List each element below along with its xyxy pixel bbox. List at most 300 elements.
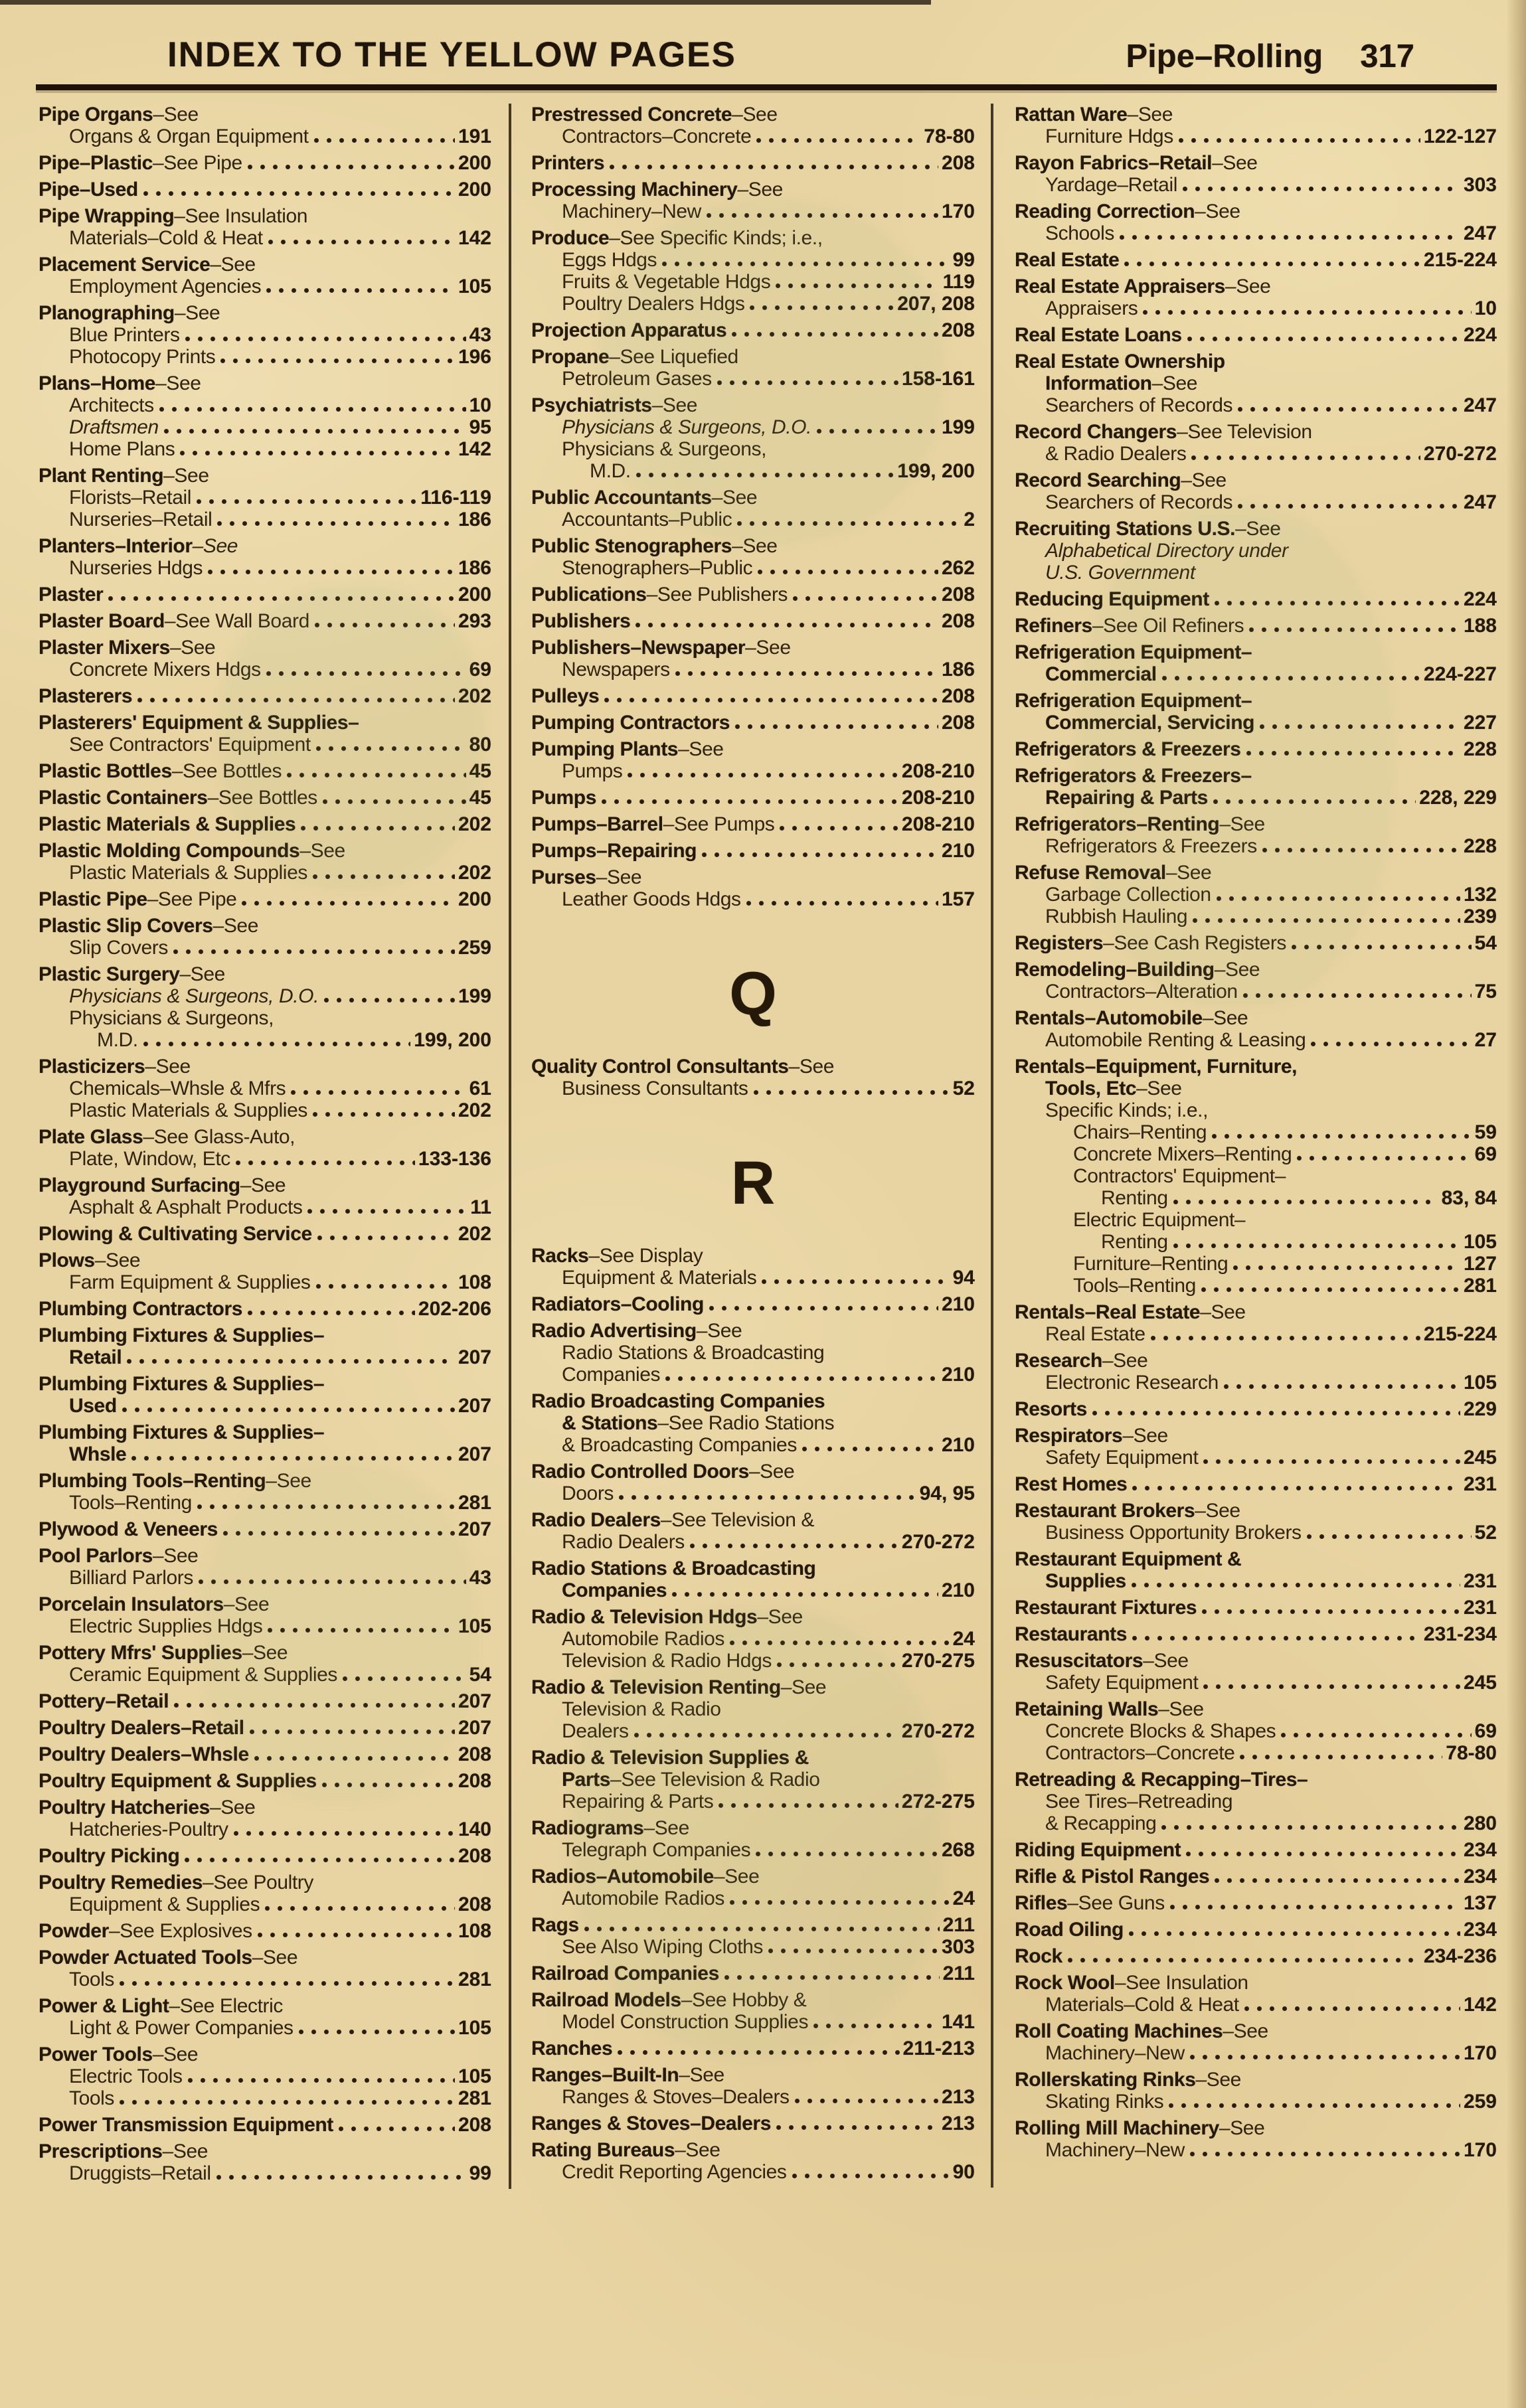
entry-line [39, 813, 491, 835]
index-entry [531, 2139, 975, 2183]
entry-text: Projection Apparatus [531, 319, 727, 341]
entry-line [1015, 1570, 1497, 1592]
index-column [993, 104, 1497, 2166]
entry-text: Electric Supplies Hdgs [69, 1615, 263, 1637]
index-entry [1015, 1698, 1497, 1764]
entry-line [39, 1196, 491, 1218]
entry-text: Safety Equipment [1045, 1447, 1199, 1469]
page-number: 208 [458, 1770, 491, 1792]
index-entry [1015, 2020, 1497, 2064]
entry-line [39, 985, 491, 1007]
dot-leader [321, 1782, 455, 1788]
dot-leader [724, 1974, 940, 1980]
page-number: 170 [1463, 2139, 1497, 2161]
entry-line [1015, 1301, 1497, 1323]
entry-line [531, 866, 975, 888]
section-letter: R [730, 1149, 776, 1217]
entry-line [531, 1963, 975, 1984]
entry-text: Farm Equipment & Supplies [69, 1271, 311, 1293]
index-entry [1015, 1548, 1497, 1592]
index-entry [39, 254, 491, 297]
index-entry [39, 712, 491, 756]
entry-line [39, 2087, 491, 2109]
page-number: 270-272 [901, 1531, 975, 1553]
entry-line [531, 271, 975, 293]
page-number: 24 [952, 1887, 975, 1909]
entry-line [531, 227, 975, 249]
dot-leader [1201, 1609, 1460, 1615]
entry-line [531, 1267, 975, 1289]
index-entry [39, 465, 491, 530]
entry-line [39, 963, 491, 985]
entry-text: Plastic Bottles–See Bottles [39, 760, 282, 782]
entry-line [39, 205, 491, 227]
index-entry [39, 840, 491, 884]
index-entry [39, 813, 491, 835]
index-entry [531, 1390, 975, 1456]
dot-leader [1169, 1904, 1460, 1910]
entry-line [39, 1007, 491, 1029]
entry-text: Resorts [1015, 1398, 1087, 1420]
entry-text: Pipe Wrapping–See Insulation [39, 205, 308, 227]
index-entry [1015, 765, 1497, 809]
entry-text: Skating Rinks [1045, 2091, 1164, 2113]
entry-line [531, 610, 975, 632]
index-entry [531, 712, 975, 734]
dot-leader [749, 305, 894, 311]
entry-text: Parts–See Television & Radio [562, 1769, 820, 1791]
index-entry [531, 1245, 975, 1289]
page-number: 105 [458, 276, 491, 297]
page-number: 108 [458, 1271, 491, 1293]
entry-text: Telegraph Companies [562, 1839, 751, 1861]
dot-leader [187, 2077, 455, 2083]
entry-text: Plastic Materials & Supplies [39, 813, 296, 835]
entry-line [39, 1324, 491, 1346]
dot-leader [119, 1980, 455, 1986]
entry-text: Chemicals–Whsle & Mfrs [69, 1078, 286, 1099]
entry-text: Powder–See Explosives [39, 1920, 252, 1942]
page-number: 199 [458, 985, 491, 1007]
page-number: 211 [942, 1963, 975, 1984]
page-number: 24 [952, 1628, 975, 1650]
entry-text: Physicians & Surgeons, [562, 438, 767, 460]
entry-line [39, 2065, 491, 2087]
page-number: 280 [1463, 1812, 1497, 1834]
page-number: 207 [458, 1346, 491, 1368]
entry-line [39, 438, 491, 460]
index-entry [1015, 641, 1497, 685]
entry-text: Refrigeration Equipment– [1015, 690, 1252, 712]
dot-leader [257, 1932, 455, 1938]
page-number: 59 [1474, 1121, 1497, 1143]
entry-text: Plastic Materials & Supplies [69, 862, 307, 884]
entry-line [39, 1298, 491, 1320]
index-entry [39, 1770, 491, 1792]
page-number: 45 [469, 760, 491, 782]
page-number: 202 [458, 862, 491, 884]
index-entry [39, 1642, 491, 1686]
page-number: 208 [458, 2114, 491, 2136]
entry-text: Hatcheries-Poultry [69, 1818, 228, 1840]
entry-text: Petroleum Gases [562, 368, 712, 390]
page-number: 270-272 [901, 1720, 975, 1742]
entry-line [531, 659, 975, 681]
dot-leader [634, 1732, 898, 1738]
entry-text: Respirators–See [1015, 1425, 1168, 1447]
entry-text: Restaurants [1015, 1623, 1127, 1645]
entry-text: Television & Radio Hdgs [562, 1650, 772, 1672]
dot-leader [1173, 1199, 1438, 1205]
entry-text: Fruits & Vegetable Hdgs [562, 271, 771, 293]
entry-text: See Tires–Retreading [1045, 1791, 1233, 1812]
dot-leader [314, 622, 455, 628]
dot-leader [755, 1851, 938, 1857]
index-column [511, 104, 993, 2188]
index-entry [1015, 1056, 1497, 1297]
entry-text: Specific Kinds; i.e., [1045, 1099, 1209, 1121]
entry-line [1015, 1372, 1497, 1394]
entry-text: Nurseries–Retail [69, 509, 212, 530]
dot-leader [119, 2099, 455, 2105]
entry-text: Concrete Mixers–Renting [1073, 1143, 1292, 1165]
entry-text: Rollerskating Rinks–See [1015, 2069, 1241, 2091]
page-number: 61 [469, 1078, 491, 1099]
page-number: 94, 95 [919, 1483, 975, 1504]
entry-line [39, 888, 491, 910]
entry-text: Radio Stations & Broadcasting [562, 1342, 825, 1364]
entry-line [531, 1791, 975, 1812]
entry-line [1015, 932, 1497, 954]
dot-leader [247, 164, 455, 170]
page-number: 207 [458, 1443, 491, 1465]
index-entry [531, 1056, 975, 1099]
entry-text: Television & Radio [562, 1698, 721, 1720]
entry-line [531, 319, 975, 341]
dot-leader [1291, 944, 1472, 950]
entry-text: Rubbish Hauling [1045, 906, 1188, 927]
entry-line [531, 368, 975, 390]
entry-text: Roll Coating Machines–See [1015, 2020, 1268, 2042]
entry-line [39, 1443, 491, 1465]
index-entry [531, 1989, 975, 2033]
entry-line [1015, 959, 1497, 981]
entry-line [1015, 2117, 1497, 2139]
entry-text: Radio Broadcasting Companies [531, 1390, 825, 1412]
index-entry [1015, 1301, 1497, 1345]
entry-line [1015, 1650, 1497, 1672]
entry-text: Real Estate Appraisers–See [1015, 276, 1271, 297]
dot-leader [131, 1455, 455, 1461]
entry-text: Draftsmen [69, 416, 159, 438]
page-number: 69 [1474, 1143, 1497, 1165]
entry-text: Pumps–Repairing [531, 840, 697, 862]
entry-text: & Broadcasting Companies [562, 1434, 797, 1456]
page-number: 142 [458, 438, 491, 460]
dot-leader [137, 697, 455, 703]
page-number: 200 [458, 584, 491, 605]
entry-line [531, 535, 975, 557]
index-entry [39, 205, 491, 249]
entry-line [531, 460, 975, 482]
index-entry [1015, 690, 1497, 734]
dot-leader [338, 2126, 455, 2132]
page-number: 43 [469, 1567, 491, 1589]
dot-leader [627, 772, 898, 778]
entry-text: Purses–See [531, 866, 642, 888]
page-number: 10 [1474, 297, 1497, 319]
page-number: 170 [1463, 2042, 1497, 2064]
index-entry [39, 1743, 491, 1765]
entry-text: Pumps [531, 787, 597, 809]
index-entry [39, 610, 491, 632]
entry-line [531, 1056, 975, 1078]
entry-line [531, 293, 975, 315]
dot-leader [159, 406, 466, 412]
entry-line [1015, 1007, 1497, 1029]
entry-text: Business Opportunity Brokers [1045, 1522, 1302, 1544]
index-entry [39, 1470, 491, 1514]
dot-leader [185, 336, 466, 342]
entry-line [39, 227, 491, 249]
index-entry [531, 2113, 975, 2134]
index-entry [39, 1797, 491, 1840]
page-number: 208 [941, 152, 975, 174]
dot-leader [757, 569, 938, 575]
entry-text: Radio Dealers–See Television & [531, 1509, 815, 1531]
page-number: 208-210 [901, 787, 975, 809]
entry-text: Pottery Mfrs' Supplies–See [39, 1642, 288, 1664]
entry-line [531, 1769, 975, 1791]
entry-text: Commercial [1045, 663, 1157, 685]
entry-line [39, 1872, 491, 1893]
index-entry [531, 1558, 975, 1601]
dot-leader [173, 949, 455, 955]
entry-line [1015, 276, 1497, 297]
page-number: 140 [458, 1818, 491, 1840]
entry-line [531, 152, 975, 174]
entry-text: Real Estate [1045, 1323, 1145, 1345]
entry-line [39, 509, 491, 530]
page-number: 132 [1463, 884, 1497, 906]
entry-text: Plaster Mixers–See [39, 637, 216, 659]
entry-line [39, 1818, 491, 1840]
page-number: 78-80 [1446, 1742, 1497, 1764]
entry-text: Rags [531, 1914, 579, 1936]
entry-text: Architects [69, 394, 154, 416]
entry-text: Light & Power Companies [69, 2017, 294, 2039]
entry-text: Materials–Cold & Heat [1045, 1994, 1239, 2016]
entry-line [1015, 421, 1497, 443]
page-number: 303 [1463, 174, 1497, 196]
entry-text: Racks–See Display [531, 1245, 703, 1267]
dot-leader [264, 1905, 455, 1911]
index-entry [531, 1914, 975, 1958]
dot-leader [1189, 2054, 1460, 2060]
page-number: 158-161 [901, 368, 975, 390]
page-number: 80 [469, 734, 491, 756]
entry-line [39, 416, 491, 438]
index-entry [39, 1845, 491, 1867]
page-number: 108 [458, 1920, 491, 1942]
page-number: 224 [1463, 588, 1497, 610]
dot-leader [298, 2029, 455, 2035]
dot-leader [1191, 455, 1420, 461]
page-number: 94 [952, 1267, 975, 1289]
entry-text: Radio & Television Hdgs–See [531, 1606, 803, 1628]
entry-line [1015, 152, 1497, 174]
entry-text: Business Consultants [562, 1078, 748, 1099]
entry-line [39, 1845, 491, 1867]
entry-text: Pumping Contractors [531, 712, 730, 734]
index-entry [531, 2064, 975, 2108]
entry-text: Billiard Parlors [69, 1567, 193, 1589]
entry-text: Remodeling–Building–See [1015, 959, 1260, 981]
index-entry [531, 866, 975, 910]
page-number: 247 [1463, 491, 1497, 513]
page-number: 303 [941, 1936, 975, 1958]
entry-text: Plans–Home–See [39, 372, 201, 394]
entry-line [39, 1078, 491, 1099]
dot-leader [1192, 918, 1460, 923]
entry-line [39, 1056, 491, 1078]
index-entry [1015, 932, 1497, 954]
header-rule [36, 84, 1497, 90]
page-number: 210 [941, 1434, 975, 1456]
entry-text: & Recapping [1045, 1812, 1157, 1834]
entry-text: Yardage–Retail [1045, 174, 1177, 196]
entry-text: Plant Renting–See [39, 465, 209, 487]
entry-line [39, 394, 491, 416]
entry-text: U.S. Government [1045, 562, 1195, 584]
dot-leader [1067, 1957, 1420, 1963]
index-entry [1015, 518, 1497, 584]
page-number: 208 [941, 319, 975, 341]
entry-line [1015, 324, 1497, 346]
index-entry [1015, 1597, 1497, 1619]
page-number: 270-275 [901, 1650, 975, 1672]
entry-text: Searchers of Records [1045, 491, 1233, 513]
entry-line [1015, 690, 1497, 712]
index-entry [39, 2140, 491, 2184]
page-number: 186 [458, 557, 491, 579]
page-number: 245 [1463, 1672, 1497, 1694]
entry-text: Rating Bureaus–See [531, 2139, 721, 2161]
dot-leader [323, 997, 455, 1003]
index-entry [531, 487, 975, 530]
entry-text: Safety Equipment [1045, 1672, 1199, 1694]
entry-text: Propane–See Liquefied [531, 346, 738, 368]
entry-text: Retaining Walls–See [1015, 1698, 1204, 1720]
entry-line [1015, 562, 1497, 584]
dot-leader [266, 287, 455, 293]
entry-text: Refrigerators & Freezers– [1015, 765, 1252, 787]
entry-text: Real Estate Ownership [1015, 351, 1225, 372]
page-number: 272-275 [901, 1791, 975, 1812]
index-entry [39, 179, 491, 201]
entry-text: Doors [562, 1483, 614, 1504]
page-number: 133-136 [418, 1148, 491, 1170]
entry-text: M.D. [590, 460, 631, 482]
entry-text: Pumps–Barrel–See Pumps [531, 813, 775, 835]
page-edge-shadow [1506, 0, 1526, 2408]
page-number: 210 [941, 1293, 975, 1315]
index-entry [531, 1866, 975, 1909]
entry-text: Printers [531, 152, 605, 174]
dot-leader [1124, 261, 1420, 267]
entry-text: Rayon Fabrics–Retail–See [1015, 152, 1258, 174]
entry-line [39, 2017, 491, 2039]
index-entry [1015, 615, 1497, 637]
entry-text: Publishers–Newspaper–See [531, 637, 791, 659]
page-number: 122-127 [1423, 125, 1497, 147]
index-entry [39, 152, 491, 174]
entry-line [1015, 2020, 1497, 2042]
page-number: 239 [1463, 906, 1497, 927]
entry-text: Rentals–Equipment, Furniture, [1015, 1056, 1298, 1078]
entry-text: Reading Correction–See [1015, 201, 1240, 222]
entry-text: Powder Actuated Tools–See [39, 1947, 298, 1968]
dot-leader [753, 1089, 950, 1095]
index-entry [1015, 152, 1497, 196]
page-number: 229 [1463, 1398, 1497, 1420]
page-number: 105 [1463, 1231, 1497, 1253]
entry-line [39, 712, 491, 734]
entry-line [39, 937, 491, 959]
entry-text: Ceramic Equipment & Supplies [69, 1664, 337, 1686]
dot-leader [126, 1358, 455, 1364]
entry-line [39, 179, 491, 201]
entry-text: Plaster Board–See Wall Board [39, 610, 309, 632]
dot-leader [254, 1755, 455, 1761]
dot-leader [636, 472, 894, 478]
page-number: 186 [458, 509, 491, 530]
entry-line [531, 637, 975, 659]
entry-text: Rock [1015, 1945, 1062, 1967]
page-number: 245 [1463, 1447, 1497, 1469]
dot-leader [315, 1283, 455, 1289]
entry-line [39, 1920, 491, 1942]
entry-text: Plumbing Fixtures & Supplies– [39, 1421, 325, 1443]
index-entry [531, 840, 975, 862]
entry-text: Home Plans [69, 438, 175, 460]
index-entry [39, 2044, 491, 2109]
page-number: 69 [1474, 1720, 1497, 1742]
index-entry [531, 1676, 975, 1742]
entry-text: Leather Goods Hdgs [562, 888, 741, 910]
entry-text: Contractors–Alteration [1045, 981, 1238, 1003]
entry-text: Retail [69, 1346, 122, 1368]
page-number: 54 [469, 1664, 491, 1686]
entry-text: Tools–Renting [69, 1492, 192, 1514]
dot-leader [584, 1926, 940, 1932]
index-entry [1015, 1839, 1497, 1861]
index-entry [531, 813, 975, 835]
entry-text: Plasterers' Equipment & Supplies– [39, 712, 359, 734]
entry-line [39, 302, 491, 324]
index-entry [531, 346, 975, 390]
entry-line [39, 346, 491, 368]
entry-text: Dealers [562, 1720, 629, 1742]
index-entry [1015, 104, 1497, 147]
entry-text: Poultry Remedies–See Poultry [39, 1872, 313, 1893]
index-entry [1015, 469, 1497, 513]
entry-line [531, 1558, 975, 1579]
page-number: 231 [1463, 1473, 1497, 1495]
entry-line [39, 1373, 491, 1395]
dot-leader [307, 1208, 467, 1214]
entry-line [1015, 1323, 1497, 1345]
